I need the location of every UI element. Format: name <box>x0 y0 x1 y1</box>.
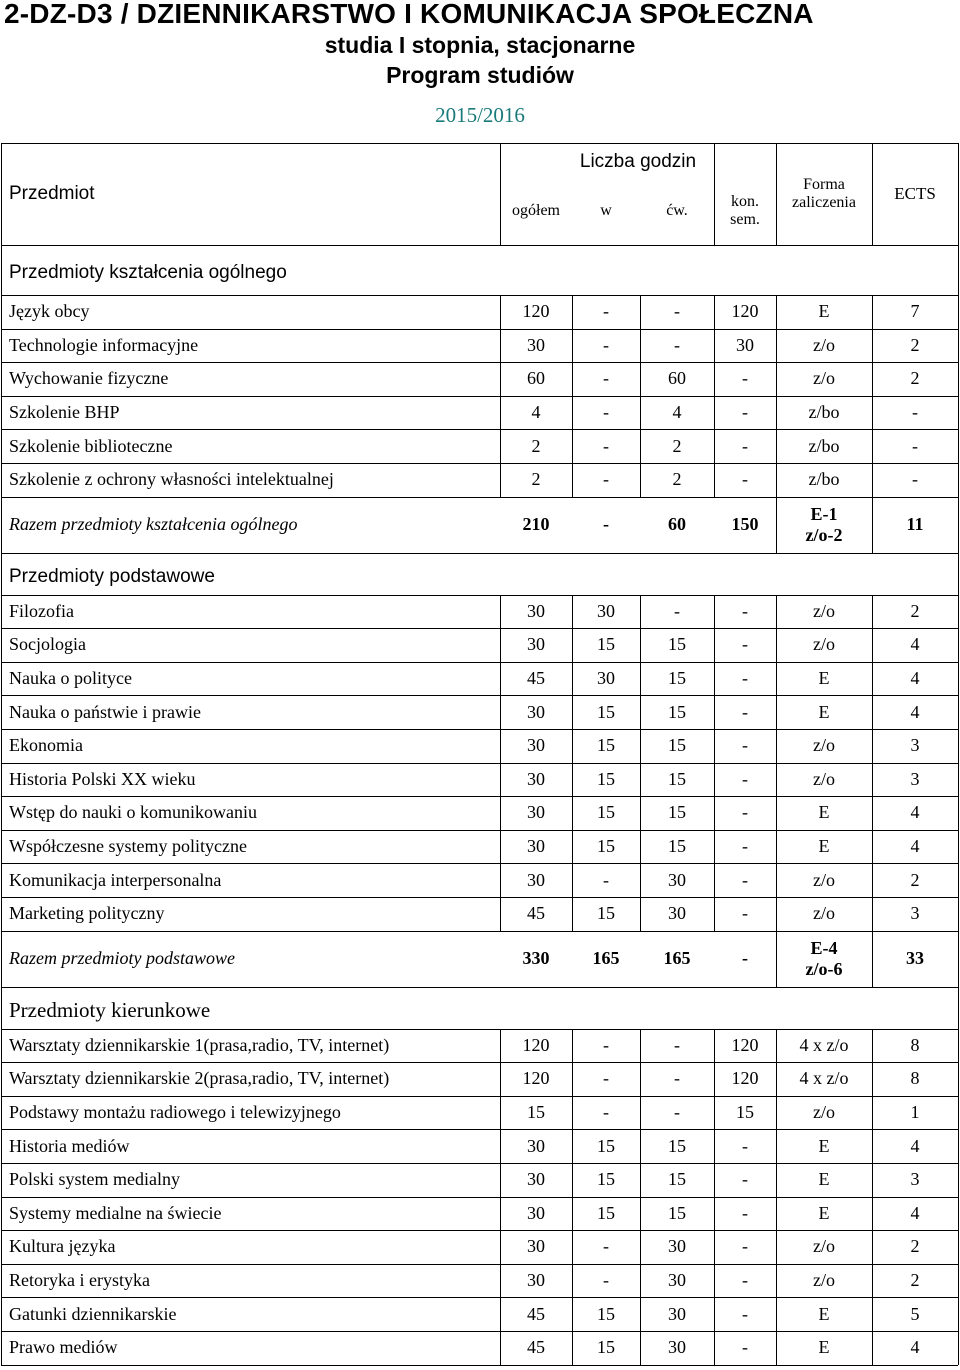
hours-seminar: - <box>742 1202 748 1223</box>
assessment-form: z/o <box>813 1102 835 1123</box>
hours-seminar: - <box>742 1236 748 1257</box>
summary-assessment-form <box>776 931 872 987</box>
subject-name: Podstawy montażu radiowego i telewizyjnego <box>9 1102 341 1123</box>
hours-total: 30 <box>527 802 545 823</box>
hours-total: 30 <box>527 1236 545 1257</box>
hours-lecture: 15 <box>597 1303 615 1324</box>
ects-points: 2 <box>910 368 920 389</box>
hours-exercise: 15 <box>668 1135 686 1156</box>
subject-name: Prawo mediów <box>9 1337 118 1358</box>
table-grid-line <box>958 1264 959 1298</box>
hours-total: 45 <box>527 903 545 924</box>
summary-hours-exercise: 165 <box>663 948 691 969</box>
assessment-form: E <box>818 701 830 722</box>
table-grid-line <box>958 931 959 987</box>
hours-exercise: 60 <box>668 368 686 389</box>
academic-year: 2015/2016 <box>435 103 525 127</box>
subject-name: Gatunki dziennikarskie <box>9 1303 177 1324</box>
table-grid-line <box>1 897 2 931</box>
hours-exercise: 30 <box>668 869 686 890</box>
table-grid-line <box>1 553 958 554</box>
hours-exercise: 30 <box>668 1303 686 1324</box>
table-grid-line <box>1 695 2 729</box>
table-grid-line <box>958 1096 959 1130</box>
hours-seminar: - <box>742 903 748 924</box>
table-grid-line <box>958 1129 959 1163</box>
hours-lecture: - <box>603 334 609 355</box>
hours-exercise: 15 <box>668 836 686 857</box>
hours-lecture: - <box>603 1102 609 1123</box>
ects-points: 4 <box>910 802 920 823</box>
hours-lecture: 30 <box>597 668 615 689</box>
hours-lecture: 30 <box>597 600 615 621</box>
subject-name: Szkolenie biblioteczne <box>9 435 173 456</box>
subject-name: Ekonomia <box>9 735 83 756</box>
assessment-form: z/o <box>813 869 835 890</box>
hours-lecture: - <box>603 1068 609 1089</box>
ects-points: 3 <box>910 735 920 756</box>
hours-total: 15 <box>527 1102 545 1123</box>
assessment-form: z/o <box>813 1236 835 1257</box>
hours-exercise: 15 <box>668 634 686 655</box>
table-grid-line <box>1 1029 2 1063</box>
ects-points: 5 <box>910 1303 920 1324</box>
table-grid-line <box>1 1129 2 1163</box>
assessment-form: z/bo <box>808 402 840 423</box>
subject-name: Marketing polityczny <box>9 903 165 924</box>
hours-exercise: - <box>674 1034 680 1055</box>
table-grid-line <box>958 463 959 497</box>
assessment-form: z/o <box>813 634 835 655</box>
table-grid-line <box>958 1029 959 1063</box>
table-grid-line <box>1 796 2 830</box>
summary-assessment-form-line-1: E-4 <box>810 937 838 958</box>
hours-total: 30 <box>527 768 545 789</box>
hours-seminar: - <box>742 1135 748 1156</box>
table-grid-line <box>714 143 715 245</box>
ects-points: 2 <box>910 1270 920 1291</box>
assessment-form: z/o <box>813 903 835 924</box>
table-grid-line <box>1 245 958 246</box>
hours-exercise: 30 <box>668 903 686 924</box>
table-grid-line <box>958 245 959 295</box>
hours-exercise: 15 <box>668 735 686 756</box>
hours-total: 30 <box>527 735 545 756</box>
hours-exercise: 30 <box>668 1236 686 1257</box>
assessment-form: 4 x z/o <box>799 1034 849 1055</box>
section-title: Przedmioty podstawowe <box>9 565 215 587</box>
table-grid-line <box>1 863 2 897</box>
table-grid-line <box>1 362 2 396</box>
ects-points: 2 <box>910 334 920 355</box>
ects-points: 4 <box>910 1135 920 1156</box>
assessment-form: E <box>818 836 830 857</box>
hours-total: 60 <box>527 368 545 389</box>
ects-points: 8 <box>910 1068 920 1089</box>
hours-exercise: - <box>674 1102 680 1123</box>
summary-assessment-form-line-2: z/o-6 <box>805 958 843 979</box>
column-header-cw: ćw. <box>666 202 688 219</box>
subject-name: Historia Polski XX wieku <box>9 768 196 789</box>
assessment-form: z/o <box>813 368 835 389</box>
ects-points: 1 <box>910 1102 920 1123</box>
hours-lecture: 15 <box>597 836 615 857</box>
column-header-total: ogółem <box>512 202 560 219</box>
assessment-form: z/o <box>813 735 835 756</box>
assessment-form: z/bo <box>808 469 840 490</box>
ects-points: 4 <box>910 1202 920 1223</box>
hours-total: 45 <box>527 668 545 689</box>
hours-seminar: - <box>742 802 748 823</box>
table-grid-line <box>958 695 959 729</box>
table-grid-line <box>958 1230 959 1264</box>
subject-name: Warsztaty dziennikarskie 1(prasa,radio, TV, internet) <box>9 1034 390 1055</box>
table-grid-line <box>1 1331 2 1365</box>
summary-hours-total: 330 <box>522 948 550 969</box>
study-level-subtitle: studia I stopnia, stacjonarne <box>324 32 636 58</box>
ects-points: 8 <box>910 1034 920 1055</box>
subject-name: Filozofia <box>9 600 74 621</box>
table-grid-line <box>958 553 959 595</box>
subject-name: Warsztaty dziennikarskie 2(prasa,radio, TV, internet) <box>9 1068 390 1089</box>
hours-total: 120 <box>522 1068 550 1089</box>
table-grid-line <box>1 729 2 763</box>
assessment-form: E <box>818 1202 830 1223</box>
table-grid-line <box>1 245 2 295</box>
subject-name: Nauka o polityce <box>9 668 132 689</box>
table-grid-line <box>958 796 959 830</box>
hours-lecture: 15 <box>597 1169 615 1190</box>
hours-total: 45 <box>527 1303 545 1324</box>
table-grid-line <box>958 987 959 1029</box>
subject-name: Systemy medialne na świecie <box>9 1202 222 1223</box>
table-grid-line <box>1 1062 2 1096</box>
hours-seminar: - <box>742 668 748 689</box>
ects-points: - <box>912 469 918 490</box>
hours-seminar: 15 <box>736 1102 754 1123</box>
subject-name: Współczesne systemy polityczne <box>9 836 247 857</box>
hours-seminar: - <box>742 402 748 423</box>
assessment-form: 4 x z/o <box>799 1068 849 1089</box>
table-grid-line <box>1 1365 958 1366</box>
ects-points: 4 <box>910 634 920 655</box>
hours-lecture: 15 <box>597 1135 615 1156</box>
table-grid-line <box>958 1163 959 1197</box>
ects-points: 3 <box>910 768 920 789</box>
hours-exercise: 15 <box>668 701 686 722</box>
subject-name: Szkolenie BHP <box>9 402 120 423</box>
ects-points: 3 <box>910 1169 920 1190</box>
table-grid-line <box>1 830 2 864</box>
hours-exercise: 15 <box>668 668 686 689</box>
table-grid-line <box>958 662 959 696</box>
summary-hours-lecture: - <box>603 514 609 535</box>
hours-exercise: 15 <box>668 802 686 823</box>
hours-seminar: 30 <box>736 334 754 355</box>
subject-name: Historia mediów <box>9 1135 130 1156</box>
table-grid-line <box>1 931 2 987</box>
subject-name: Wstęp do nauki o komunikowaniu <box>9 802 257 823</box>
hours-total: 30 <box>527 334 545 355</box>
subject-name: Kultura języka <box>9 1236 116 1257</box>
hours-lecture: - <box>603 1034 609 1055</box>
assessment-form: E <box>818 1135 830 1156</box>
hours-exercise: - <box>674 1068 680 1089</box>
table-grid-line <box>1 497 2 553</box>
hours-total: 120 <box>522 1034 550 1055</box>
table-grid-line <box>958 763 959 797</box>
hours-total: 30 <box>527 600 545 621</box>
summary-ects: 33 <box>906 948 924 969</box>
assessment-form: z/o <box>813 600 835 621</box>
hours-lecture: 15 <box>597 1337 615 1358</box>
table-grid-line <box>1 143 2 245</box>
hours-seminar: - <box>742 469 748 490</box>
subject-name: Retoryka i erystyka <box>9 1270 150 1291</box>
hours-total: 30 <box>527 869 545 890</box>
table-grid-line <box>1 1297 2 1331</box>
hours-lecture: 15 <box>597 1202 615 1223</box>
table-grid-line <box>1 595 2 629</box>
hours-seminar: - <box>742 735 748 756</box>
column-header-kon-sem-line-2: sem. <box>730 211 760 228</box>
summary-assessment-form <box>776 497 872 553</box>
hours-total: 30 <box>527 1135 545 1156</box>
hours-exercise: 15 <box>668 768 686 789</box>
hours-seminar: - <box>742 600 748 621</box>
hours-total: 30 <box>527 836 545 857</box>
hours-seminar: - <box>742 869 748 890</box>
table-grid-line <box>958 497 959 553</box>
hours-total: 30 <box>527 1202 545 1223</box>
hours-total: 30 <box>527 701 545 722</box>
subject-name: Komunikacja interpersonalna <box>9 869 222 890</box>
table-grid-line <box>958 628 959 662</box>
column-header-form <box>776 143 872 245</box>
assessment-form: E <box>818 1303 830 1324</box>
table-grid-line <box>1 463 2 497</box>
subject-name: Wychowanie fizyczne <box>9 368 169 389</box>
hours-seminar: - <box>742 368 748 389</box>
table-grid-line <box>958 595 959 629</box>
table-grid-line <box>776 143 777 245</box>
hours-seminar: - <box>742 1270 748 1291</box>
hours-seminar: - <box>742 836 748 857</box>
table-grid-line <box>1 295 2 329</box>
hours-lecture: - <box>603 402 609 423</box>
hours-seminar: - <box>742 634 748 655</box>
ects-points: 3 <box>910 903 920 924</box>
table-grid-line <box>958 1062 959 1096</box>
table-grid-line <box>1 329 2 363</box>
section-title: Przedmioty kierunkowe <box>9 998 211 1023</box>
table-grid-line <box>958 396 959 430</box>
assessment-form: z/o <box>813 1270 835 1291</box>
table-grid-line <box>958 295 959 329</box>
column-header-subject: Przedmiot <box>9 183 95 204</box>
table-grid-line <box>958 1331 959 1365</box>
column-header-kon-sem-line-1: kon. <box>731 192 759 210</box>
table-grid-line <box>958 1297 959 1331</box>
hours-total: 30 <box>527 634 545 655</box>
table-grid-line <box>958 729 959 763</box>
table-grid-line <box>958 863 959 897</box>
assessment-form: E <box>818 1337 830 1358</box>
ects-points: 4 <box>910 701 920 722</box>
hours-total: 2 <box>531 435 541 456</box>
column-header-kon-sem <box>714 179 776 243</box>
summary-assessment-form-line-1: E-1 <box>810 503 838 524</box>
hours-lecture: - <box>603 1236 609 1257</box>
summary-label: Razem przedmioty kształcenia ogólnego <box>9 514 298 535</box>
hours-seminar: 120 <box>731 301 759 322</box>
assessment-form: E <box>818 1169 830 1190</box>
assessment-form: z/o <box>813 334 835 355</box>
table-grid-line <box>1 763 2 797</box>
column-header-ects: ECTS <box>894 184 936 203</box>
table-grid-line <box>1 553 2 595</box>
hours-total: 45 <box>527 1337 545 1358</box>
hours-exercise: - <box>674 334 680 355</box>
column-header-w: w <box>600 202 612 219</box>
hours-lecture: - <box>603 435 609 456</box>
table-grid-line <box>500 143 501 245</box>
ects-points: 4 <box>910 668 920 689</box>
subject-name: Polski system medialny <box>9 1169 180 1190</box>
table-grid-line <box>1 987 2 1029</box>
ects-points: - <box>912 435 918 456</box>
hours-lecture: 15 <box>597 634 615 655</box>
hours-total: 4 <box>531 402 541 423</box>
ects-points: 2 <box>910 600 920 621</box>
hours-total: 30 <box>527 1270 545 1291</box>
table-grid-line <box>1 662 2 696</box>
hours-lecture: 15 <box>597 903 615 924</box>
hours-seminar: - <box>742 435 748 456</box>
hours-lecture: 15 <box>597 735 615 756</box>
hours-seminar: - <box>742 701 748 722</box>
program-subtitle: Program studiów <box>386 62 574 88</box>
hours-seminar: 120 <box>731 1068 759 1089</box>
hours-exercise: 15 <box>668 1169 686 1190</box>
document-title: 2-DZ-D3 / DZIENNIKARSTWO I KOMUNIKACJA SPOŁECZNA <box>4 0 814 29</box>
column-header-form-line-2: zaliczenia <box>792 194 856 211</box>
table-grid-line <box>958 897 959 931</box>
hours-exercise: 2 <box>672 435 682 456</box>
hours-lecture: - <box>603 469 609 490</box>
hours-lecture: 15 <box>597 768 615 789</box>
ects-points: - <box>912 402 918 423</box>
subject-name: Język obcy <box>9 301 90 322</box>
hours-exercise: 2 <box>672 469 682 490</box>
assessment-form: E <box>818 301 830 322</box>
hours-lecture: 15 <box>597 802 615 823</box>
assessment-form: z/o <box>813 768 835 789</box>
summary-hours-seminar: 150 <box>731 514 759 535</box>
table-grid-line <box>1 628 2 662</box>
hours-seminar: 120 <box>731 1034 759 1055</box>
hours-exercise: - <box>674 301 680 322</box>
summary-label: Razem przedmioty podstawowe <box>9 948 235 969</box>
subject-name: Nauka o państwie i prawie <box>9 701 201 722</box>
hours-total: 120 <box>522 301 550 322</box>
table-grid-line <box>1 1230 2 1264</box>
ects-points: 2 <box>910 1236 920 1257</box>
summary-hours-seminar: - <box>742 948 748 969</box>
table-grid-line <box>958 1197 959 1231</box>
summary-assessment-form-line-2: z/o-2 <box>805 524 843 545</box>
table-grid-line <box>958 830 959 864</box>
subject-name: Szkolenie z ochrony własności intelektualnej <box>9 469 334 490</box>
hours-seminar: - <box>742 1169 748 1190</box>
summary-hours-exercise: 60 <box>668 514 686 535</box>
table-grid-line <box>958 329 959 363</box>
assessment-form: E <box>818 668 830 689</box>
hours-exercise: 30 <box>668 1337 686 1358</box>
hours-seminar: - <box>742 1303 748 1324</box>
subject-name: Socjologia <box>9 634 86 655</box>
summary-ects: 11 <box>906 514 924 535</box>
table-grid-line <box>1 396 2 430</box>
table-grid-line <box>958 143 959 245</box>
hours-lecture: - <box>603 1270 609 1291</box>
hours-exercise: - <box>674 600 680 621</box>
hours-seminar: - <box>742 1337 748 1358</box>
ects-points: 2 <box>910 869 920 890</box>
summary-hours-total: 210 <box>522 514 550 535</box>
table-grid-line <box>1 987 958 988</box>
subject-name: Technologie informacyjne <box>9 334 199 355</box>
hours-lecture: - <box>603 301 609 322</box>
hours-lecture: 15 <box>597 701 615 722</box>
section-title: Przedmioty kształcenia ogólnego <box>9 262 287 283</box>
table-grid-line <box>1 1197 2 1231</box>
ects-points: 4 <box>910 1337 920 1358</box>
hours-exercise: 30 <box>668 1270 686 1291</box>
table-grid-line <box>1 1163 2 1197</box>
column-header-hours-group: Liczba godzin <box>579 151 697 172</box>
assessment-form: z/bo <box>808 435 840 456</box>
table-grid-line <box>872 143 873 245</box>
assessment-form: E <box>818 802 830 823</box>
hours-seminar: - <box>742 768 748 789</box>
hours-lecture: - <box>603 368 609 389</box>
column-header-form-line-1: Forma <box>803 175 845 193</box>
summary-hours-lecture: 165 <box>592 948 620 969</box>
table-grid-line <box>958 429 959 463</box>
ects-points: 4 <box>910 836 920 857</box>
table-grid-line <box>1 1096 2 1130</box>
hours-exercise: 4 <box>672 402 682 423</box>
hours-total: 2 <box>531 469 541 490</box>
hours-lecture: - <box>603 869 609 890</box>
table-grid-line <box>1 429 2 463</box>
ects-points: 7 <box>910 301 920 322</box>
table-grid-line <box>958 362 959 396</box>
hours-exercise: 15 <box>668 1202 686 1223</box>
table-grid-line <box>1 1264 2 1298</box>
hours-total: 30 <box>527 1169 545 1190</box>
